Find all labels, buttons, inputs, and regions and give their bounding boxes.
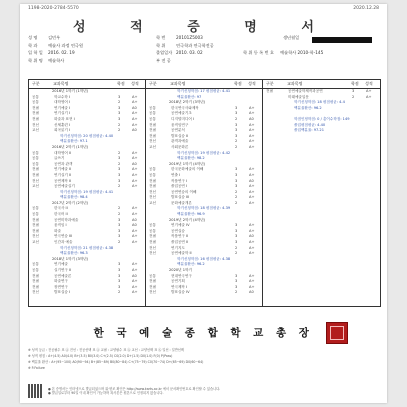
course-cell-d: A+ [132, 111, 138, 116]
course-cell-d: A+ [249, 245, 255, 250]
course-cell-c: 3 [235, 284, 238, 289]
course-cell-a: 공통 [32, 262, 39, 267]
course-cell-a: 전필 [32, 223, 39, 228]
course-cell-a: 전필 [149, 128, 156, 133]
course-cell-a: 공통 [149, 223, 156, 228]
course-cell-a: 전필 [32, 116, 39, 121]
summary-text: 학기신청학점: 18 평점평균: 4.4 [294, 100, 345, 105]
page-title: 성 적 증 명 서 [73, 20, 334, 35]
course-cell-c: 3 [352, 89, 355, 93]
course-cell-d: A0 [249, 234, 254, 239]
course-cell-c: 2 [235, 290, 238, 295]
course-cell-d: A+ [366, 89, 372, 93]
course-cell-c: 2 [235, 116, 238, 121]
course-cell-a: 공통 [32, 206, 39, 211]
course-cell-d: A0 [132, 217, 137, 222]
course-cell-c: 3 [118, 279, 121, 284]
course-cell-a: 전필 [32, 228, 39, 233]
course-cell-b: 학교수학 I [54, 94, 71, 99]
course-cell-c: 2 [118, 212, 121, 217]
course-cell-a: 공통 [32, 212, 39, 217]
course-cell-c: 2 [235, 200, 238, 205]
course-cell-c: 2 [118, 206, 121, 211]
course-cell-b: 연기지도 [171, 245, 185, 250]
footnote-line: ※ 백분율 환산 : A+(95~100) A0(90~94) B+(85~89) B0(80~84) C+(75~79) C0(70~74) D+(65~69) D0(60~64) [28, 360, 204, 364]
course-cell-b: 화술 [54, 228, 61, 233]
summary-text: 졸업백분율: 97.21 [294, 128, 324, 133]
course-cell-c: 3 [235, 184, 238, 189]
course-cell-b: 공연분석 [171, 128, 185, 133]
course-cell-c: 3 [118, 111, 121, 116]
course-cell-c: 3 [235, 234, 238, 239]
course-cell-a: 전필 [32, 111, 39, 116]
summary-text: 백분율환산: 96.2 [177, 262, 205, 267]
course-cell-d: A+ [132, 234, 138, 239]
course-cell-b: 신체훈련 I [54, 122, 71, 127]
course-cell-b: 연기예술 IV [171, 223, 190, 228]
course-cell-b: 디지털미디어 I [171, 116, 195, 121]
course-cell-b: 공연연습의 이해 [171, 189, 197, 194]
course-cell-a: 전필 [149, 122, 156, 127]
course-cell-a: 교선 [149, 200, 156, 205]
course-cell-b: 실기연구 II [54, 268, 72, 272]
course-cell-b: 졸업공연 I [171, 184, 188, 189]
student-info: 성 명 김민우 학 번 20101Z5003 생년월일 학 과 예술사 과정 연극원 학 위 연극학과 연극학전공 입 학 일 2016. 02. 19 졸업일자 2010. 03. 02 학 위 등 록 번 호 예술학사 2010-학-145 학 위 명 예술학사 부 전 공 [28, 35, 324, 63]
summary-text: 백분율환산: 97.1 [60, 139, 88, 144]
course-cell-d: A+ [249, 279, 255, 284]
course-cell-c: 3 [118, 268, 121, 272]
course-cell-b: 한국사 II [54, 206, 68, 211]
semester-label: 2020년 1학기 [169, 268, 192, 272]
course-cell-d: A0 [249, 290, 254, 295]
course-cell-d: A+ [132, 284, 138, 289]
course-cell-b: 공연예술론 [54, 273, 72, 278]
course-cell-b: 연기실기 I [54, 111, 71, 116]
course-cell-b: 대학영어 II [54, 150, 72, 155]
summary-text: 학기신청학점: 16 평점평균: 4.38 [177, 256, 231, 261]
course-cell-a: 공통 [149, 273, 156, 278]
summary-text: 백분율환산: 96.9 [177, 212, 205, 217]
course-cell-b: 공연미학과예술 [54, 217, 79, 222]
semester-label: 2018년 1학기 (3학년) [52, 256, 89, 261]
course-cell-d: A+ [132, 279, 138, 284]
course-cell-a: 공통 [32, 161, 39, 166]
course-cell-d: A+ [132, 116, 138, 121]
course-cell-b: 한국문화예술의 이해 [171, 167, 204, 172]
course-cell-d: A0 [132, 223, 137, 228]
course-cell-d: A+ [249, 200, 255, 205]
course-cell-d: A0 [132, 128, 137, 133]
course-cell-c: 2 [235, 245, 238, 250]
course-cell-d: A+ [132, 122, 138, 127]
course-cell-c: 3 [118, 105, 121, 110]
course-cell-a: 공통 [149, 116, 156, 121]
course-cell-d: A+ [132, 167, 138, 172]
course-cell-d: A+ [132, 100, 138, 105]
course-cell-a: 전선 [149, 251, 156, 256]
course-cell-c: 2 [235, 189, 238, 194]
course-cell-d: A+ [132, 290, 138, 295]
course-cell-a: 공통 [149, 111, 156, 116]
course-cell-d: A+ [132, 178, 138, 183]
footnote-line: ※ F:Failure [28, 366, 45, 370]
course-cell-c: 3 [118, 262, 121, 267]
course-cell-a: 전필 [32, 172, 39, 177]
grades-column-3 [264, 89, 379, 134]
course-cell-a: 전필 [149, 284, 156, 289]
course-cell-a: 전필 [32, 273, 39, 278]
footnote-line: ※ 성적 평점 : A+(4.5) A0(4.0) B+(3.5) B0(3.0) C+(2.5) C0(2.0) D+(1.5) D0(1.0) F(0) P(Pass) [28, 354, 173, 358]
course-cell-d: A0 [132, 161, 137, 166]
course-cell-b: 공연예술기초 [171, 111, 192, 116]
grades-table [28, 79, 381, 307]
summary-text: 학기신청학점: 20 평점평균: 4.40 [60, 133, 114, 138]
summary-text: 학점인정학점: 0 / 총이수학점: 149 [294, 116, 350, 121]
course-cell-a: 공통 [32, 94, 39, 99]
course-cell-d: A0 [249, 116, 254, 121]
course-cell-a: 전필 [149, 234, 156, 239]
course-cell-d: A+ [132, 94, 138, 99]
course-cell-c: 3 [118, 172, 121, 177]
course-cell-c: 3 [235, 105, 238, 110]
course-cell-b: 화술과 표현 I [54, 116, 75, 121]
course-cell-d: A+ [249, 189, 255, 194]
course-cell-c: 2 [118, 184, 121, 189]
document-number: 1198-2020-2784-5570 [28, 6, 79, 11]
course-cell-c: 3 [235, 128, 238, 133]
course-cell-c: 3 [118, 94, 121, 99]
course-cell-c: 3 [235, 273, 238, 278]
course-cell-d: A+ [249, 122, 255, 127]
course-cell-b: 미래예술입문 [288, 94, 309, 99]
course-cell-b: 연극연습 III [54, 234, 73, 239]
course-cell-b: 한국연극사와제작 [171, 105, 199, 110]
semester-summary [264, 128, 379, 134]
summary-text: 학기신청학점: 19 평점평균: 4.41 [60, 189, 114, 194]
course-cell-c: 3 [118, 273, 121, 278]
course-cell-a: 전필 [149, 184, 156, 189]
course-cell-d: A+ [249, 167, 255, 172]
course-cell-a: 공통 [149, 105, 156, 110]
course-cell-c: 3 [235, 178, 238, 183]
course-cell-d: A+ [249, 273, 255, 278]
course-cell-b: 발표실습 II [171, 133, 189, 138]
course-cell-c: 3 [235, 111, 238, 116]
footnote-line: ※ 성적 등급 : 전공필수 표 Ⓐ 전선 : 전공선택 표 Ⓐ 교필 : 교양필수 표 Ⓐ 교선 : 교양선택 표 Ⓐ 일선 : 일반선택 [28, 348, 184, 352]
course-cell-c: 2 [118, 161, 121, 166]
course-cell-a: 공통 [149, 172, 156, 177]
course-cell-d: A+ [249, 128, 255, 133]
summary-text: 졸업평점평균: 4.40 [294, 122, 326, 127]
course-cell-b: 공연예술실기 [54, 184, 75, 189]
course-cell-b: 대학영어 I [54, 100, 71, 105]
course-cell-b: 움직임연구 [171, 122, 189, 127]
course-cell-c: 2 [118, 128, 121, 133]
course-cell-a: 전선 [149, 195, 156, 200]
grades-column-2 [147, 89, 262, 296]
course-cell-a: 전필 [32, 284, 39, 289]
course-cell-a: 전필 [266, 89, 273, 93]
course-cell-c: 3 [118, 167, 121, 172]
course-cell-c: 2 [118, 100, 121, 105]
course-cell-a: 공통 [32, 156, 39, 161]
course-cell-c: 3 [235, 122, 238, 127]
course-cell-c: 3 [235, 133, 238, 138]
course-cell-c: 2 [118, 290, 121, 295]
course-cell-c: 3 [235, 167, 238, 172]
redacted-birthdate [312, 37, 372, 43]
course-cell-c: 3 [235, 228, 238, 233]
course-cell-a: 교선 [32, 128, 39, 133]
verification-barcode [28, 384, 42, 398]
course-cell-b: 공연예술학제작과공연 [288, 89, 323, 93]
course-cell-d: A+ [132, 206, 138, 211]
course-cell-b: 공연과 관객 [54, 161, 73, 166]
course-cell-a: 교선 [149, 144, 156, 149]
course-cell-b: 글쓰기 [54, 156, 65, 161]
course-cell-a: 전선 [32, 122, 39, 127]
course-cell-c: 2 [235, 144, 238, 149]
course-cell-a: 전선 [32, 178, 39, 183]
course-cell-a: 전선 [149, 290, 156, 295]
course-cell-a: 전필 [32, 279, 39, 284]
course-cell-c: 3 [235, 240, 238, 245]
column-header: 구분 교과목명 학점 성적 [146, 80, 263, 89]
course-cell-b: 발표실습 I [54, 290, 71, 295]
official-seal [326, 322, 348, 344]
course-row [30, 290, 145, 296]
course-cell-a: 전필 [149, 240, 156, 245]
course-cell-b: 연기예술 I [54, 105, 71, 110]
course-cell-a: 전선 [149, 245, 156, 250]
course-cell-b: 연출 I [171, 172, 181, 177]
course-cell-d: A+ [132, 150, 138, 155]
course-cell-b: 작품연구 I [171, 178, 188, 183]
semester-label: 2016년 2학기 (1학년) [52, 144, 89, 149]
course-cell-c: 3 [118, 234, 121, 239]
course-cell-a: 공통 [149, 167, 156, 172]
course-cell-d: A+ [366, 94, 372, 99]
course-cell-d: A+ [249, 144, 255, 149]
column-header: 구분 교과목명 학점 성적 [263, 80, 380, 89]
course-cell-b: 작품연구 II [171, 234, 189, 239]
column-header: 구분 교과목명 학점 성적 [29, 80, 146, 89]
course-cell-a: 전필 [149, 178, 156, 183]
course-cell-a: 교선 [32, 240, 39, 245]
course-cell-a: 전선 [32, 234, 39, 239]
course-cell-a: 전필 [32, 217, 39, 222]
course-cell-a: 교선 [32, 184, 39, 189]
summary-text: 학기신청학점: 17 평점평균: 4.41 [177, 89, 231, 93]
course-cell-b: 연극제작 I [171, 284, 188, 289]
course-cell-b: 관객과예술 [171, 139, 189, 144]
course-cell-a: 전필 [32, 167, 39, 172]
summary-text: 백분율환산: 98.4 [60, 195, 88, 200]
course-cell-c: 2 [235, 251, 238, 256]
course-cell-d: A+ [249, 228, 255, 233]
course-cell-d: A0 [132, 105, 137, 110]
summary-text: 백분율환산: 96.2 [294, 105, 322, 110]
course-cell-b: 졸업공연 II [171, 240, 189, 245]
course-cell-b: 장면연구 [54, 284, 68, 289]
course-cell-c: 3 [118, 284, 121, 289]
course-cell-d: A+ [249, 172, 255, 177]
course-cell-c: 2 [235, 139, 238, 144]
school-name: 한 국 예 술 종 합 학 교 총 장 [93, 327, 314, 339]
course-cell-b: 희곡읽기 I [54, 128, 71, 133]
course-cell-c: 3 [118, 228, 121, 233]
summary-text: 백분율환산: 96.3 [60, 251, 88, 256]
semester-label: 2019년 2학기 (4학년) [169, 217, 206, 222]
course-cell-d: A+ [132, 240, 138, 245]
course-cell-c: 3 [118, 116, 121, 121]
course-cell-c: 2 [118, 240, 121, 245]
course-cell-b: 움직임 I [54, 223, 67, 228]
course-cell-d: A+ [132, 184, 138, 189]
course-cell-c: 2 [118, 150, 121, 155]
course-cell-b: 공연실습 [171, 228, 185, 233]
course-cell-a: 전필 [149, 133, 156, 138]
course-cell-c: 2 [118, 122, 121, 127]
course-cell-a: 전선 [149, 139, 156, 144]
course-cell-d: A+ [132, 268, 138, 272]
course-cell-b: 한국어 II [54, 212, 68, 217]
course-cell-a: 전필 [149, 279, 156, 284]
course-cell-d: A+ [249, 133, 255, 138]
course-cell-b: 연기실기 II [54, 172, 72, 177]
course-cell-d: A+ [132, 262, 138, 267]
issue-date: 2020.12.28 [353, 6, 379, 11]
course-cell-b: 공연제작 II [54, 178, 72, 183]
course-cell-d: A+ [249, 240, 255, 245]
course-cell-a: 공통 [32, 150, 39, 155]
course-cell-a: 공통 [149, 228, 156, 233]
verification-notice: ● 본 증명서는 인터넷으로 발급되었으며 위·변조 확인은 http://www.karts.ac.kr 에서 문서확인번호로 확인할 수 있습니다. ● 발급일로부터 90일 이내 확인이 가능하며 복사본은 원본으로 인정되지 않습니다. [48, 387, 221, 396]
course-cell-a: 공통 [32, 268, 39, 272]
course-cell-d: A+ [249, 139, 255, 144]
course-cell-b: 문화예술개론 [171, 200, 192, 205]
course-cell-d: A+ [249, 111, 255, 116]
course-row [147, 290, 262, 296]
course-cell-d: A+ [132, 228, 138, 233]
course-cell-d: A+ [132, 172, 138, 177]
course-cell-c: 3 [235, 279, 238, 284]
course-cell-b: 현대연극연구 [171, 273, 192, 278]
column-divider [145, 80, 146, 306]
course-cell-a: 전선 [149, 189, 156, 194]
course-cell-c: 3 [118, 178, 121, 183]
course-cell-d: A+ [132, 156, 138, 161]
course-cell-a: 전선 [32, 290, 39, 295]
course-cell-d: A+ [249, 195, 255, 200]
course-cell-d: A+ [132, 212, 138, 217]
course-cell-b: 발표실습 IV [171, 290, 190, 295]
course-cell-b: 공연기획 [171, 279, 185, 284]
course-cell-a: 공통 [32, 100, 39, 105]
course-cell-b: 사회문화론 [171, 144, 189, 149]
summary-text: 백분율환산: 98.2 [177, 156, 205, 161]
summary-text: 학기신청학점: 18 평점평균: 4.39 [177, 206, 231, 211]
course-cell-b: 화술연구 [54, 279, 68, 284]
column-divider [262, 80, 263, 306]
certificate-page [20, 4, 387, 403]
semester-label: 2016년 1학기 (1학년) [52, 89, 89, 93]
course-cell-c: 3 [118, 217, 121, 222]
course-cell-b: 발표실습 III [171, 195, 190, 200]
course-cell-d: A+ [249, 251, 255, 256]
course-cell-c: 3 [118, 156, 121, 161]
course-cell-d: A0 [132, 273, 137, 278]
course-cell-b: 공연예술학 II [171, 251, 192, 256]
summary-text: 백분율환산: 97 [177, 94, 202, 99]
semester-label: 2019년 1학기 (4학년) [169, 161, 206, 166]
summary-text: 학기신청학점: 19 평점평균: 4.42 [177, 150, 231, 155]
course-cell-c: 3 [235, 223, 238, 228]
course-cell-d: A+ [249, 223, 255, 228]
course-cell-c: 3 [118, 223, 121, 228]
grades-column-1 [30, 89, 145, 296]
course-cell-d: A0 [249, 178, 254, 183]
semester-label: 2017년 2학기 (2학년) [52, 200, 89, 205]
summary-text: 학기신청학점: 21 평점평균: 4.38 [60, 245, 114, 250]
course-cell-d: A+ [249, 184, 255, 189]
course-cell-b: 연기예술 II [54, 167, 72, 172]
course-cell-c: 2 [352, 94, 355, 99]
course-cell-c: 3 [235, 172, 238, 177]
semester-label: 2018년 2학기 (3학년) [169, 100, 206, 105]
course-cell-c: 2 [235, 195, 238, 200]
course-cell-b: 연기예술 [54, 262, 68, 267]
course-cell-d: A+ [249, 105, 255, 110]
course-cell-b: 인간과 예술 [54, 240, 73, 245]
course-cell-d: A+ [249, 284, 255, 289]
course-cell-a: 전필 [32, 105, 39, 110]
